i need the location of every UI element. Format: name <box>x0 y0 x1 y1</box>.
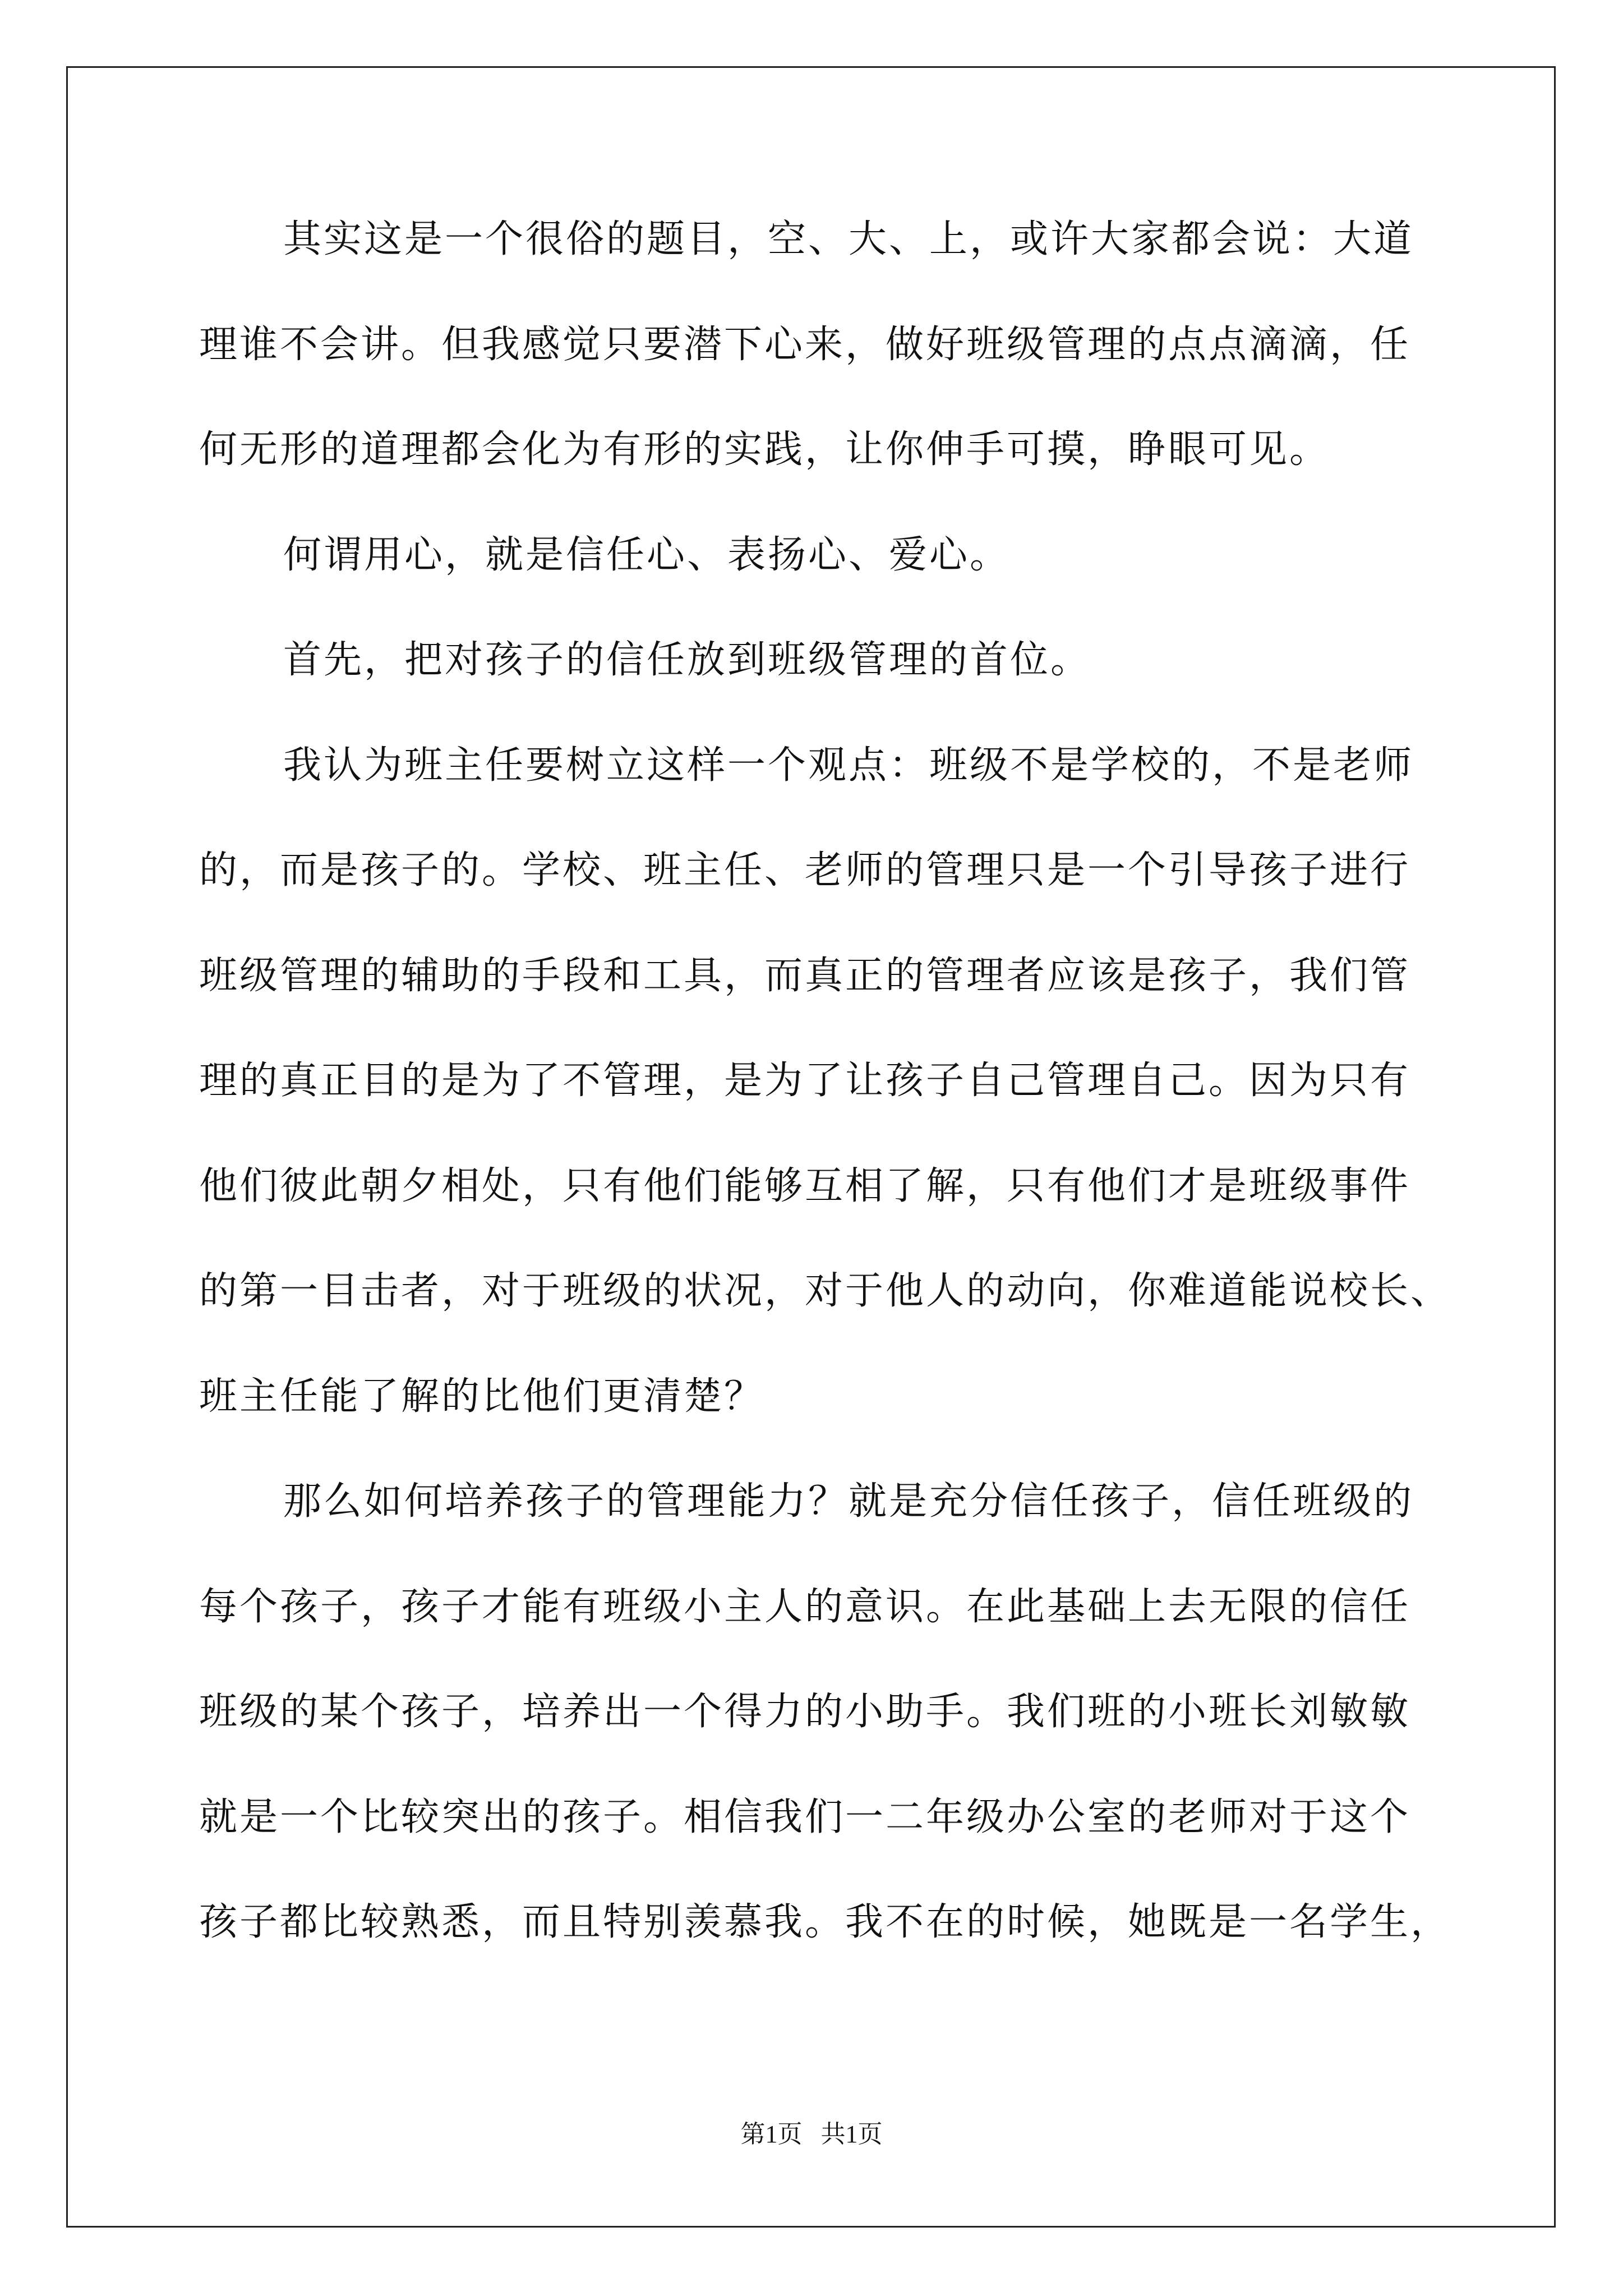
page-number: 第1页 共1页 <box>740 2120 883 2148</box>
text-line: 我认为班主任要树立这样一个观点：班级不是学校的，不是老师 <box>283 743 1414 788</box>
text-line: 其实这是一个很俗的题目，空、大、上，或许大家都会说：大道 <box>283 217 1414 261</box>
text-line: 理的真正目的是为了不管理，是为了让孩子自己管理自己。因为只有 <box>199 1059 1411 1103</box>
text-line: 班主任能了解的比他们更清楚？ <box>199 1374 765 1419</box>
text-line: 的第一目击者，对于班级的状况，对于他人的动向，你难道能说校长、 <box>199 1269 1451 1313</box>
text-line: 何谓用心，就是信任心、表扬心、爱心。 <box>283 532 1011 577</box>
text-line: 就是一个比较突出的孩子。相信我们一二年级办公室的老师对于这个 <box>199 1795 1411 1839</box>
text-line: 班级的某个孩子，培养出一个得力的小助手。我们班的小班长刘敏敏 <box>199 1690 1411 1734</box>
text-line: 首先，把对孩子的信任放到班级管理的首位。 <box>283 638 1091 682</box>
text-line: 的，而是孩子的。学校、班主任、老师的管理只是一个引导孩子进行 <box>199 848 1411 892</box>
text-line: 他们彼此朝夕相处，只有他们能够互相了解，只有他们才是班级事件 <box>199 1163 1411 1208</box>
text-line: 何无形的道理都会化为有形的实践，让你伸手可摸，睁眼可见。 <box>199 427 1330 472</box>
text-line: 班级管理的辅助的手段和工具，而真正的管理者应该是孩子，我们管 <box>199 953 1411 998</box>
text-line: 理谁不会讲。但我感觉只要潜下心来，做好班级管理的点点滴滴，任 <box>199 322 1411 367</box>
text-line: 每个孩子，孩子才能有班级小主人的意识。在此基础上去无限的信任 <box>199 1584 1411 1629</box>
document-body <box>199 214 1451 2003</box>
text-line: 孩子都比较熟悉，而且特别羡慕我。我不在的时候，她既是一名学生， <box>199 1900 1451 1944</box>
text-line: 那么如何培养孩子的管理能力？就是充分信任孩子，信任班级的 <box>283 1479 1414 1524</box>
